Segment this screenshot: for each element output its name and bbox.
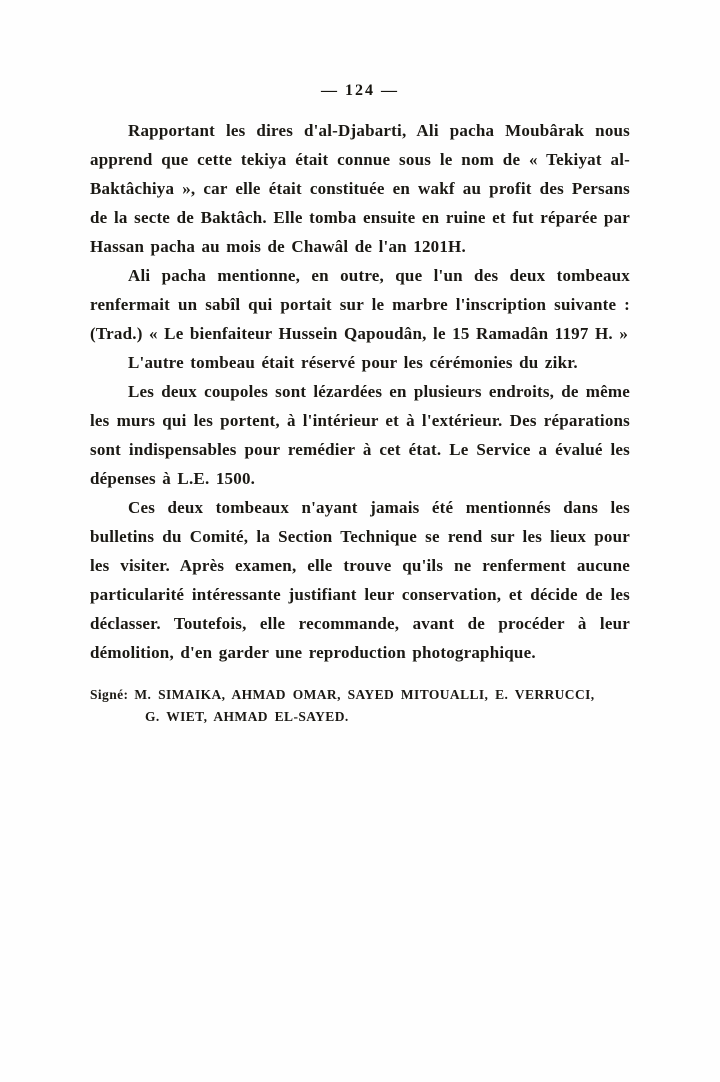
signature-line: G. WIET, AHMAD EL-SAYED.	[145, 709, 349, 724]
paragraph: Ces deux tombeaux n'ayant jamais été mentionnés dans les bulletins du Comité, la Section Technique se rend sur les lieux pour les visiter. Après examen, elle trouve qu'ils ne renferment aucune particularité intéressante justifiant leur conservation, et décide de les déclasser. Toutefois, elle recommande, avant de procéder à leur démolition, d'en garder une reproduction photographique.	[90, 498, 630, 662]
page-number: — 124 —	[321, 82, 399, 99]
signature-block	[90, 684, 630, 728]
signature-names	[134, 687, 594, 724]
signature-label: Signé:	[90, 687, 129, 702]
signature-line: M. SIMAIKA, AHMAD OMAR, SAYED MITOUALLI, E. VERRUCCI,	[134, 687, 595, 702]
body-text	[90, 116, 630, 667]
paragraph: L'autre tombeau était réservé pour les cérémonies du zikr.	[128, 353, 578, 372]
paragraph: Les deux coupoles sont lézardées en plusieurs endroits, de même les murs qui les portent, à l'intérieur et à l'extérieur. Des réparations sont indispensables pour remédier à cet état. Le Service a évalué les dépenses à L.E. 1500.	[90, 382, 630, 488]
paragraph: Ali pacha mentionne, en outre, que l'un des deux tombeaux renfermait un sabîl qui portait sur le marbre l'inscription suivante : (Trad.) « Le bienfaiteur Hussein Qapoudân, le 15 Ramadân 1197 H. »	[90, 266, 630, 343]
paragraph: Rapportant les dires d'al-Djabarti, Ali pacha Moubârak nous apprend que cette tekiya était connue sous le nom de « Tekiyat al-Baktâchiya », car elle était constituée en wakf au profit des Persans de la secte de Baktâch. Elle tomba ensuite en ruine et fut réparée par Hassan pacha au mois de Chawâl de l'an 1201H.	[90, 121, 630, 256]
